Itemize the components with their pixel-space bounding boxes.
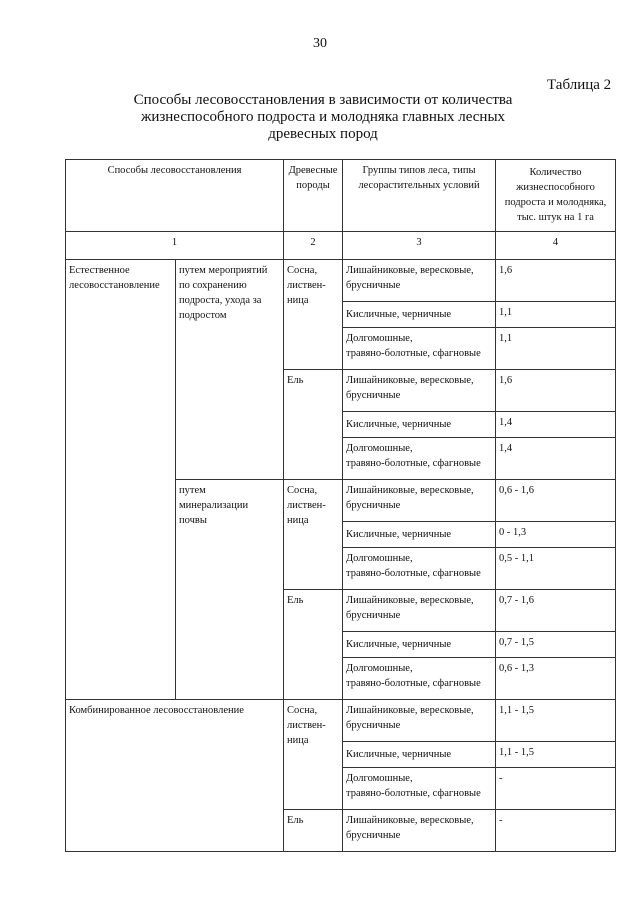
forest-group-sorrel: Кисличные, черничные [343, 302, 496, 328]
cell-text: Долгомошные, [346, 553, 413, 564]
header-text: Древесные [288, 165, 338, 176]
quantity-value: 1,1 - 1,5 [496, 742, 616, 768]
submethod-mineralization [176, 480, 284, 700]
cell-text: травяно-болотные, сфагновые [346, 568, 481, 579]
cell-text: брусничные [346, 830, 401, 841]
title-line: жизнеспособного подроста и молодняка главных лесных [140, 109, 506, 125]
quantity-value: - [496, 810, 616, 852]
cell-text: подроста, ухода за [179, 295, 262, 306]
header-quantity [496, 160, 616, 232]
forest-group-sorrel: Кисличные, черничные [343, 412, 496, 438]
cell-text: подростом [179, 310, 227, 321]
cell-text: Сосна, [287, 485, 318, 496]
forest-group-moss [343, 658, 496, 700]
forest-group-sorrel: Кисличные, черничные [343, 742, 496, 768]
forest-group-moss [343, 548, 496, 590]
header-text: подроста и молодняка, [504, 197, 607, 208]
forest-group-sorrel: Кисличные, черничные [343, 632, 496, 658]
cell-text: Сосна, [287, 705, 318, 716]
quantity-value: 1,1 [496, 302, 616, 328]
species-pine-larch [284, 260, 343, 370]
species-pine-larch [284, 480, 343, 590]
cell-text: почвы [179, 515, 207, 526]
forest-group-moss [343, 438, 496, 480]
cell-text: Долгомошные, [346, 443, 413, 454]
submethod-preservation [176, 260, 284, 480]
quantity-value: 0,6 - 1,3 [496, 658, 616, 700]
table-title [110, 92, 536, 143]
table-label: Таблица 2 [547, 77, 612, 93]
title-line: древесных пород [268, 126, 378, 142]
column-number: 3 [343, 232, 496, 260]
header-text: тыс. штук на 1 га [517, 212, 594, 223]
forest-group-lichen [343, 370, 496, 412]
forest-group-lichen [343, 480, 496, 522]
cell-text: травяно-болотные, сфагновые [346, 678, 481, 689]
table-row [66, 700, 616, 742]
cell-text: брусничные [346, 720, 401, 731]
cell-text: путем [179, 485, 206, 496]
forest-group-sorrel: Кисличные, черничные [343, 522, 496, 548]
cell-text: ница [287, 735, 309, 746]
cell-text: травяно-болотные, сфагновые [346, 458, 481, 469]
column-number: 1 [66, 232, 284, 260]
cell-text: Долгомошные, [346, 773, 413, 784]
title-line: Способы лесовосстановления в зависимости от количества [133, 92, 513, 108]
header-row [66, 160, 616, 232]
cell-text: по сохранению [179, 280, 247, 291]
cell-text: путем мероприятий [179, 265, 268, 276]
table-row [66, 260, 616, 302]
column-number: 4 [496, 232, 616, 260]
quantity-value: 1,4 [496, 438, 616, 480]
quantity-value: 0,7 - 1,5 [496, 632, 616, 658]
header-text: Способы лесовосстановления [107, 165, 242, 176]
cell-text: брусничные [346, 610, 401, 621]
column-number-row [66, 232, 616, 260]
cell-text: Лишайниковые, вересковые, [346, 815, 474, 826]
cell-text: брусничные [346, 390, 401, 401]
cell-text: Долгомошные, [346, 663, 413, 674]
header-forest-types [343, 160, 496, 232]
forest-group-lichen [343, 590, 496, 632]
cell-text: лесовосстановление [69, 280, 160, 291]
forest-group-lichen [343, 810, 496, 852]
header-methods [66, 160, 284, 232]
header-text: лесорастительных условий [358, 180, 480, 191]
header-text: породы [296, 180, 330, 191]
cell-text: Лишайниковые, вересковые, [346, 265, 474, 276]
cell-text: ница [287, 515, 309, 526]
header-species [284, 160, 343, 232]
quantity-value: 1,1 [496, 328, 616, 370]
reforestation-table [65, 159, 616, 852]
cell-text: Лишайниковые, вересковые, [346, 595, 474, 606]
species-pine-larch [284, 700, 343, 810]
quantity-value: 1,6 [496, 370, 616, 412]
page-number: 30 [313, 36, 327, 51]
cell-text: Лишайниковые, вересковые, [346, 705, 474, 716]
forest-group-moss [343, 328, 496, 370]
species-spruce: Ель [284, 370, 343, 480]
quantity-value: 1,6 [496, 260, 616, 302]
cell-text: Лишайниковые, вересковые, [346, 485, 474, 496]
cell-text: листвен- [287, 720, 326, 731]
quantity-value: 0,5 - 1,1 [496, 548, 616, 590]
cell-text: брусничные [346, 500, 401, 511]
cell-text: травяно-болотные, сфагновые [346, 348, 481, 359]
species-spruce: Ель [284, 590, 343, 700]
quantity-value: - [496, 768, 616, 810]
cell-text: Лишайниковые, вересковые, [346, 375, 474, 386]
cell-text: ница [287, 295, 309, 306]
quantity-value: 0,7 - 1,6 [496, 590, 616, 632]
quantity-value: 0,6 - 1,6 [496, 480, 616, 522]
forest-group-moss [343, 768, 496, 810]
forest-group-lichen [343, 260, 496, 302]
method-combined: Комбинированное лесовосстановление [66, 700, 284, 852]
cell-text: травяно-болотные, сфагновые [346, 788, 481, 799]
cell-text: Долгомошные, [346, 333, 413, 344]
header-text: Количество [529, 167, 582, 178]
forest-group-lichen [343, 700, 496, 742]
cell-text: листвен- [287, 280, 326, 291]
species-spruce: Ель [284, 810, 343, 852]
cell-text: Естественное [69, 265, 130, 276]
quantity-value: 0 - 1,3 [496, 522, 616, 548]
header-text: жизнеспособного [516, 182, 595, 193]
cell-text: Сосна, [287, 265, 318, 276]
method-natural [66, 260, 176, 700]
header-text: Группы типов леса, типы [362, 165, 476, 176]
cell-text: листвен- [287, 500, 326, 511]
quantity-value: 1,4 [496, 412, 616, 438]
column-number: 2 [284, 232, 343, 260]
quantity-value: 1,1 - 1,5 [496, 700, 616, 742]
cell-text: минерализации [179, 500, 249, 511]
cell-text: брусничные [346, 280, 401, 291]
